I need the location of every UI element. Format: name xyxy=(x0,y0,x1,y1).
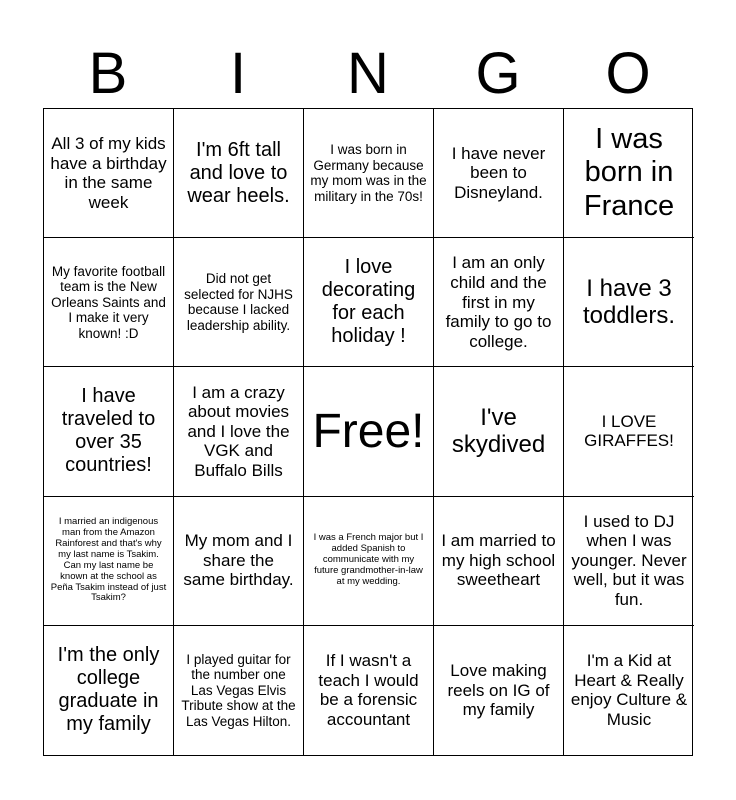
bingo-cell[interactable]: I am married to my high school sweetheart xyxy=(434,497,564,626)
bingo-cell[interactable]: All 3 of my kids have a birthday in the same week xyxy=(44,109,174,238)
bingo-cell[interactable]: I've skydived xyxy=(434,367,564,496)
header-letter-n: N xyxy=(347,41,389,106)
bingo-cell[interactable]: My mom and I share the same birthday. xyxy=(174,497,304,626)
header-letter-o: O xyxy=(605,41,651,106)
bingo-header xyxy=(43,40,693,108)
bingo-cell[interactable]: I have 3 toddlers. xyxy=(564,238,694,367)
bingo-cell[interactable]: I played guitar for the number one Las Vegas Elvis Tribute show at the Las Vegas Hilton. xyxy=(174,626,304,755)
bingo-cell[interactable]: I have never been to Disneyland. xyxy=(434,109,564,238)
bingo-cell[interactable]: I was born in France xyxy=(564,109,694,238)
free-space-cell[interactable]: Free! xyxy=(304,367,434,496)
bingo-cell[interactable]: I married an indigenous man from the Amazon Rainforest and that's why my last name is Tsakim. Can my last name be known at the school as Peña Tsakim instead of just Tsakim? xyxy=(44,497,174,626)
bingo-cell[interactable]: My favorite football team is the New Orleans Saints and I make it very known! :D xyxy=(44,238,174,367)
header-letter-i: I xyxy=(229,41,247,106)
bingo-cell[interactable]: I have traveled to over 35 countries! xyxy=(44,367,174,496)
bingo-cell[interactable]: Love making reels on IG of my family xyxy=(434,626,564,755)
bingo-cell[interactable]: I used to DJ when I was younger. Never well, but it was fun. xyxy=(564,497,694,626)
bingo-cell[interactable]: Did not get selected for NJHS because I lacked leadership ability. xyxy=(174,238,304,367)
bingo-cell[interactable]: If I wasn't a teach I would be a forensic accountant xyxy=(304,626,434,755)
bingo-cell[interactable]: I was a French major but I added Spanish to communicate with my future grandmother-in-law at my wedding. xyxy=(304,497,434,626)
bingo-cell[interactable]: I'm the only college graduate in my family xyxy=(44,626,174,755)
bingo-cell[interactable]: I'm a Kid at Heart & Really enjoy Culture & Music xyxy=(570,651,688,729)
bingo-cell[interactable]: I'm 6ft tall and love to wear heels. xyxy=(174,109,304,238)
bingo-cell[interactable]: I LOVE GIRAFFES! xyxy=(564,367,694,496)
header-letter-g: G xyxy=(475,41,521,106)
bingo-cell[interactable]: I love decorating for each holiday ! xyxy=(304,238,434,367)
header-letter-b: B xyxy=(88,41,128,106)
bingo-card-grid xyxy=(43,108,693,756)
bingo-cell[interactable]: I was born in Germany because my mom was in the military in the 70s! xyxy=(304,109,434,238)
bingo-cell[interactable]: I am an only child and the first in my family to go to college. xyxy=(434,238,564,367)
bingo-cell[interactable]: I am a crazy about movies and I love the VGK and Buffalo Bills xyxy=(174,367,304,496)
